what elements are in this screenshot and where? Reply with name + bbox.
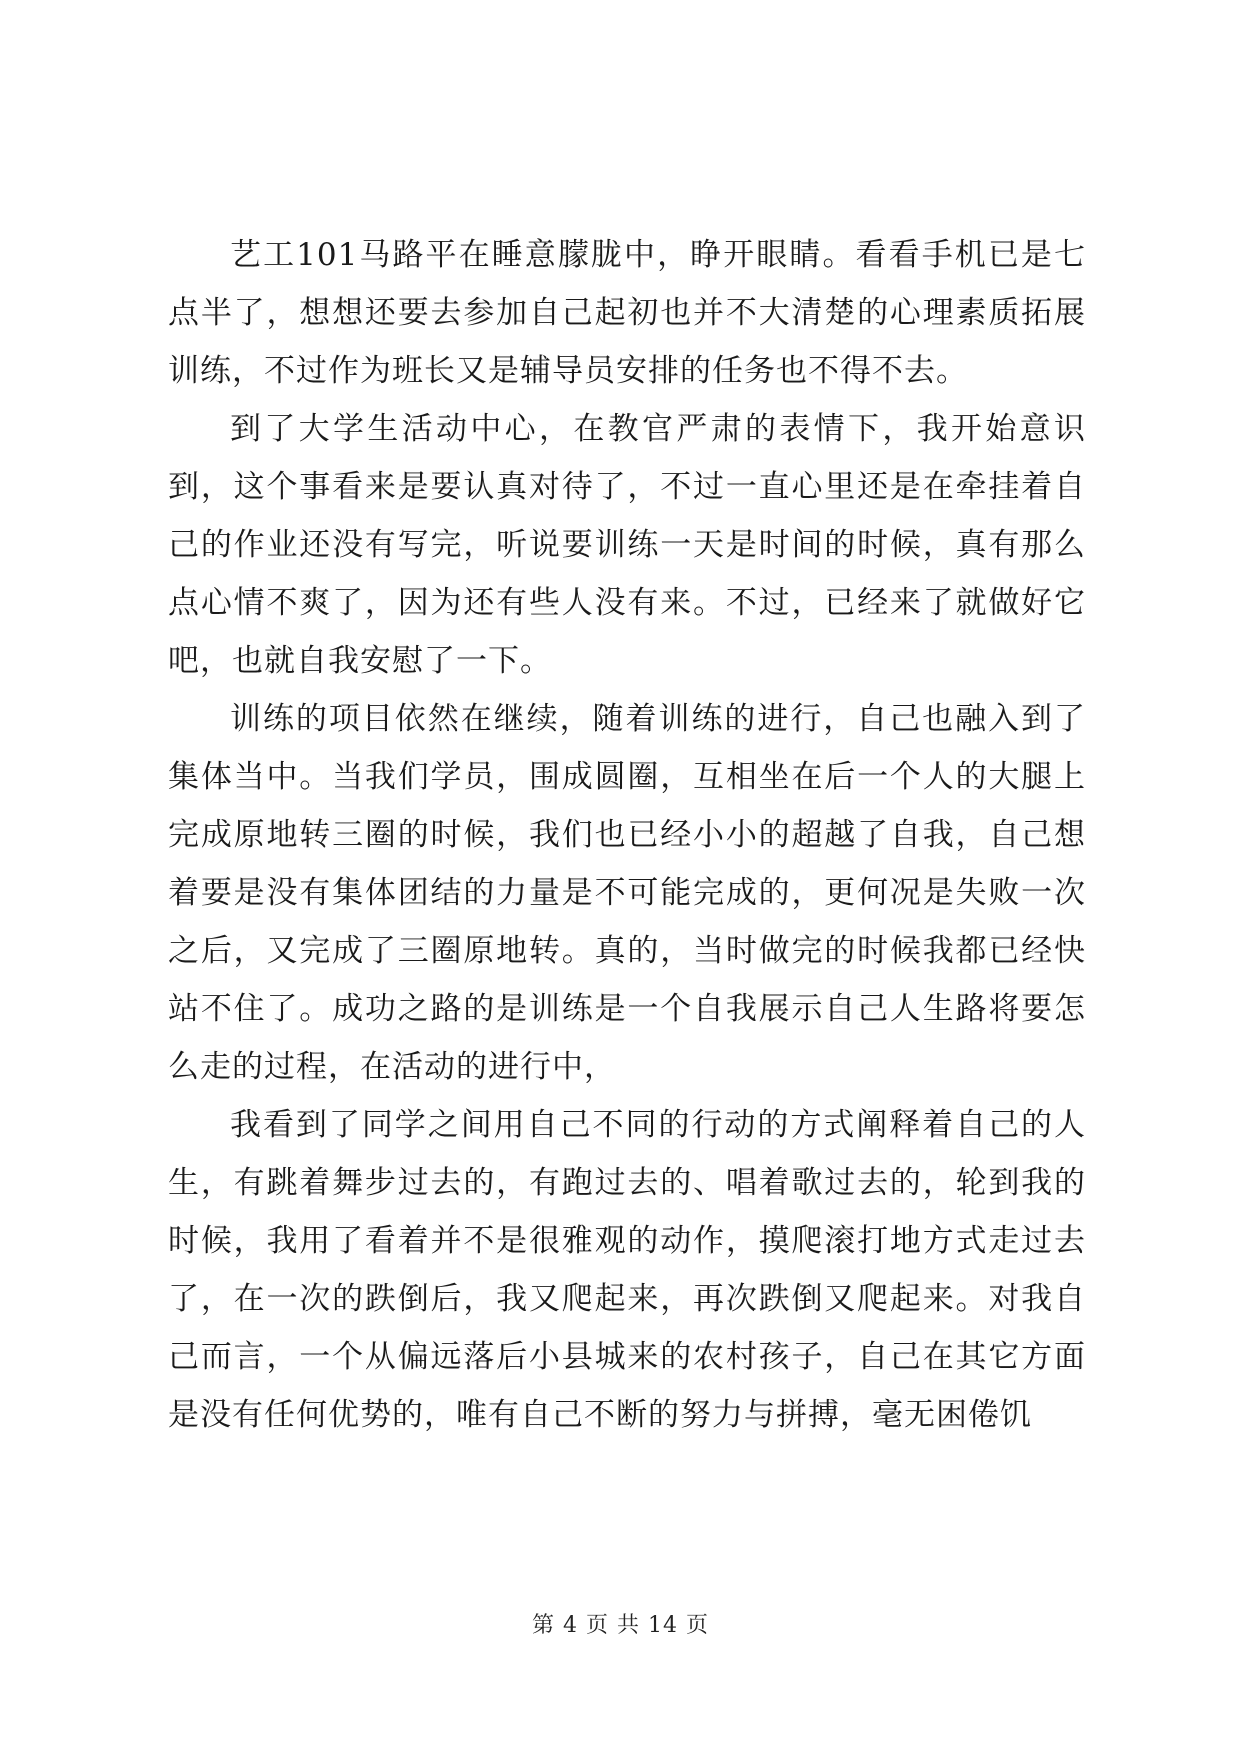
paragraph-1: 艺工101马路平在睡意朦胧中，睁开眼睛。看看手机已是七点半了，想想还要去参加自己起初也并不大清楚的心理素质拓展训练，不过作为班长又是辅导员安排的任务也不得不去。 <box>168 237 1086 389</box>
paragraph-4: 我看到了同学之间用自己不同的行动的方式阐释着自己的人生，有跳着舞步过去的，有跑过去的、唱着歌过去的，轮到我的时候，我用了看着并不是很雅观的动作，摸爬滚打地方式走过去了，在一次的跌倒后，我又爬起来，再次跌倒又爬起来。对我自己而言，一个从偏远落后小县城来的农村孩子，自己在其它方面是没有任何优势的，唯有自己不断的努力与拼搏，毫无困倦饥 <box>168 1107 1086 1433</box>
document-body <box>168 226 1086 1444</box>
page-number-footer: 第 4 页 共 14 页 <box>532 1613 709 1638</box>
paragraph-2: 到了大学生活动中心，在教官严肃的表情下，我开始意识到，这个事看来是要认真对待了，不过一直心里还是在牵挂着自己的作业还没有写完，听说要训练一天是时间的时候，真有那么点心情不爽了，因为还有些人没有来。不过，已经来了就做好它吧，也就自我安慰了一下。 <box>168 411 1086 679</box>
paragraph-3: 训练的项目依然在继续，随着训练的进行，自己也融入到了集体当中。当我们学员，围成圆圈，互相坐在后一个人的大腿上完成原地转三圈的时候，我们也已经小小的超越了自我，自己想着要是没有集体团结的力量是不可能完成的，更何况是失败一次之后，又完成了三圈原地转。真的，当时做完的时候我都已经快站不住了。成功之路的是训练是一个自我展示自己人生路将要怎么走的过程，在活动的进行中， <box>168 701 1086 1085</box>
